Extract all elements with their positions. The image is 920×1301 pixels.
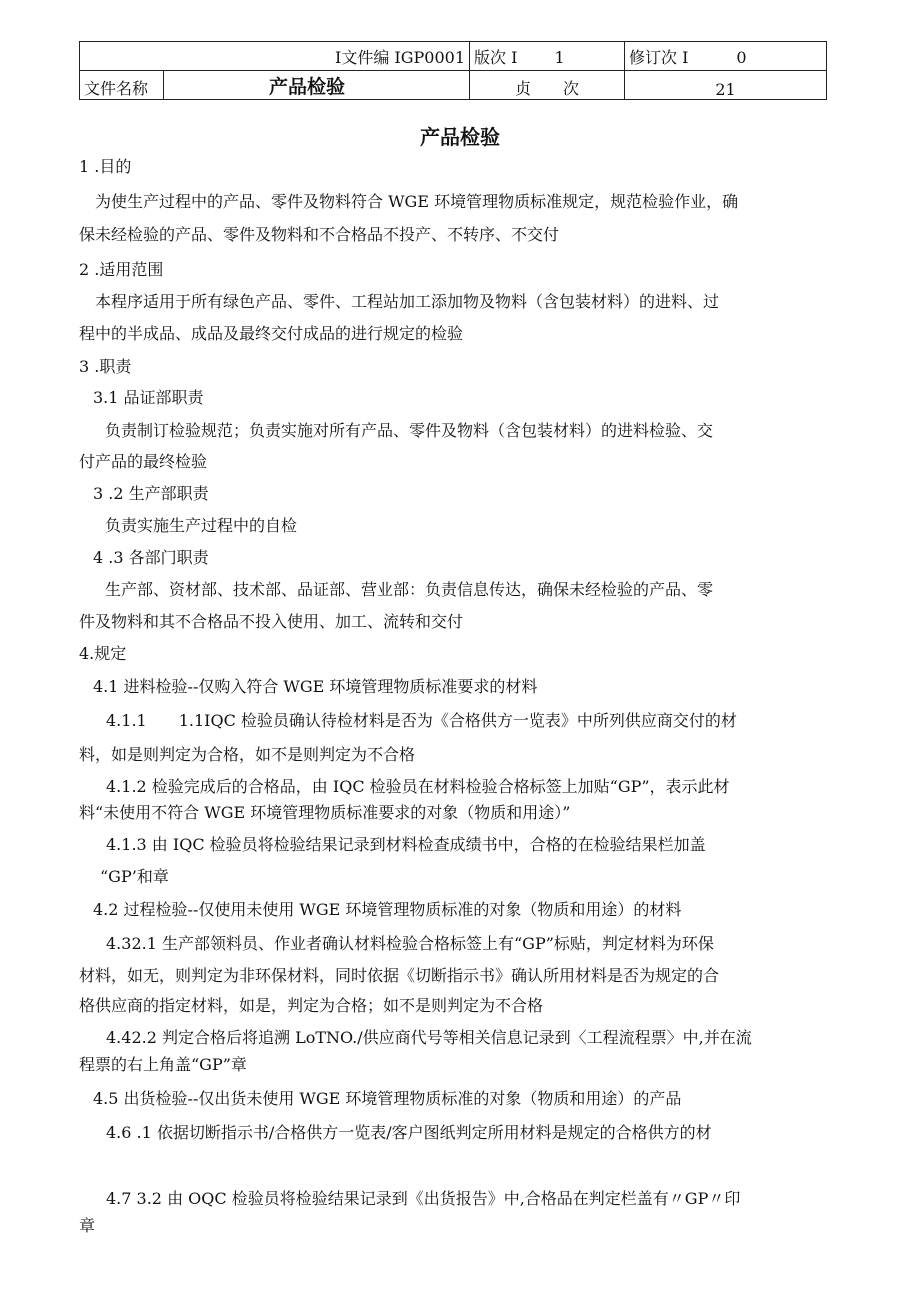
header-row-2 xyxy=(80,71,827,100)
doc-name-value: 产品检验 xyxy=(164,71,470,100)
section-4-1-heading: 4.1 进料检验--仅购入符合 WGE 环境管理物质标准要求的材料 xyxy=(93,677,538,696)
section-4-4-line-1: 4.42.2 判定合格后将追溯 LoTNO./供应商代号等相关信息记录到〈工程流程票〉中,并在流 xyxy=(106,1028,752,1047)
section-3-3-paragraph-line-2: 件及物料和其不合格品不投入使用、加工、流转和交付 xyxy=(79,612,464,631)
section-2-paragraph-line-1: 本程序适用于所有绿色产品、零件、工程站加工添加物及物料（含包装材料）的进料、过 xyxy=(95,292,720,311)
section-4-1-3-line-2: “GP’和章 xyxy=(100,867,169,886)
section-4-4-line-2: 程票的右上角盖“GP”章 xyxy=(79,1055,247,1074)
page-title: 产品检验 xyxy=(420,125,500,149)
section-3-1-paragraph-line-2: 付产品的最终检验 xyxy=(79,452,208,471)
section-4-6-line-1: 4.6 .1 依据切断指示书/合格供方一览表/客户图纸判定所用材料是规定的合格供方的材 xyxy=(106,1123,712,1142)
header-row-1 xyxy=(80,42,827,71)
section-4-1-2-line-1: 4.1.2 检验完成后的合格品，由 IQC 检验员在材料检验合格标签上加贴“GP”，表示此材 xyxy=(106,777,730,796)
section-3-1-paragraph-line-1: 负责制订检验规范；负责实施对所有产品、零件及物料（含包装材料）的进料检验、交 xyxy=(105,421,714,440)
section-2-paragraph-line-2: 程中的半成品、成品及最终交付成品的进行规定的检验 xyxy=(79,324,464,343)
doc-number-cell: I文件编 IGP0001 xyxy=(80,42,470,71)
section-3-2-paragraph-line-1: 负责实施生产过程中的自检 xyxy=(105,516,298,535)
section-4-2-heading: 4.2 过程检验--仅使用未使用 WGE 环境管理物质标准的对象（物质和用途）的材料 xyxy=(93,900,682,919)
section-3-2-heading: 3 .2 生产部职责 xyxy=(93,484,209,503)
page-label: 贞 次 xyxy=(470,71,625,100)
section-1-heading: 1 .目的 xyxy=(79,157,132,176)
section-3-3-paragraph-line-1: 生产部、资材部、技术部、品证部、营业部：负责信息传达，确保未经检验的产品、零 xyxy=(105,580,714,599)
revision-cell: 修订次 I 0 xyxy=(625,42,827,71)
section-4-3-line-1: 4.32.1 生产部领料员、作业者确认材料检验合格标签上有“GP”标贴，判定材料为环保 xyxy=(106,934,714,953)
section-4-1-3-line-1: 4.1.3 由 IQC 检验员将检验结果记录到材料检查成绩书中，合格的在检验结果栏加盖 xyxy=(106,835,706,854)
section-4-heading: 4.规定 xyxy=(79,644,127,663)
section-4-7-line-1: 4.7 3.2 由 OQC 检验员将检验结果记录到《出货报告》中,合格品在判定栏盖有〃GP〃印 xyxy=(106,1189,741,1208)
section-1-paragraph-line-2: 保未经检验的产品、零件及物料和不合格品不投产、不转序、不交付 xyxy=(79,225,560,244)
doc-name-label: 文件名称 xyxy=(80,71,164,100)
header-table xyxy=(79,41,827,100)
section-1-paragraph-line-1: 为使生产过程中的产品、零件及物料符合 WGE 环境管理物质标准规定，规范检验作业，确 xyxy=(95,192,739,211)
section-3-heading: 3 .职责 xyxy=(79,357,132,376)
page-value: 21 xyxy=(625,71,827,100)
section-4-7-line-2: 章 xyxy=(79,1216,96,1235)
section-3-3-heading: 4 .3 各部门职责 xyxy=(93,548,209,567)
section-3-1-heading: 3.1 品证部职责 xyxy=(93,388,204,407)
section-4-3-line-3: 格供应商的指定材料，如是，判定为合格；如不是则判定为不合格 xyxy=(79,996,544,1015)
section-4-3-line-2: 材料，如无，则判定为非环保材料，同时依据《切断指示书》确认所用材料是否为规定的合 xyxy=(79,966,720,985)
section-4-5-heading: 4.5 出货检验--仅出货未使用 WGE 环境管理物质标准的对象（物质和用途）的产品 xyxy=(93,1089,682,1108)
section-4-1-1-line-2: 料，如是则判定为合格，如不是则判定为不合格 xyxy=(79,745,416,764)
version-cell: 版次 I 1 xyxy=(470,42,625,71)
section-2-heading: 2 .适用范围 xyxy=(79,260,164,279)
section-4-1-1-line-1: 4.1.1 1.1IQC 检验员确认待检材料是否为《合格供方一览表》中所列供应商交付的材 xyxy=(106,711,737,730)
section-4-1-2-line-2: 料“未使用不符合 WGE 环境管理物质标准要求的对象（物质和用途）” xyxy=(79,803,571,822)
